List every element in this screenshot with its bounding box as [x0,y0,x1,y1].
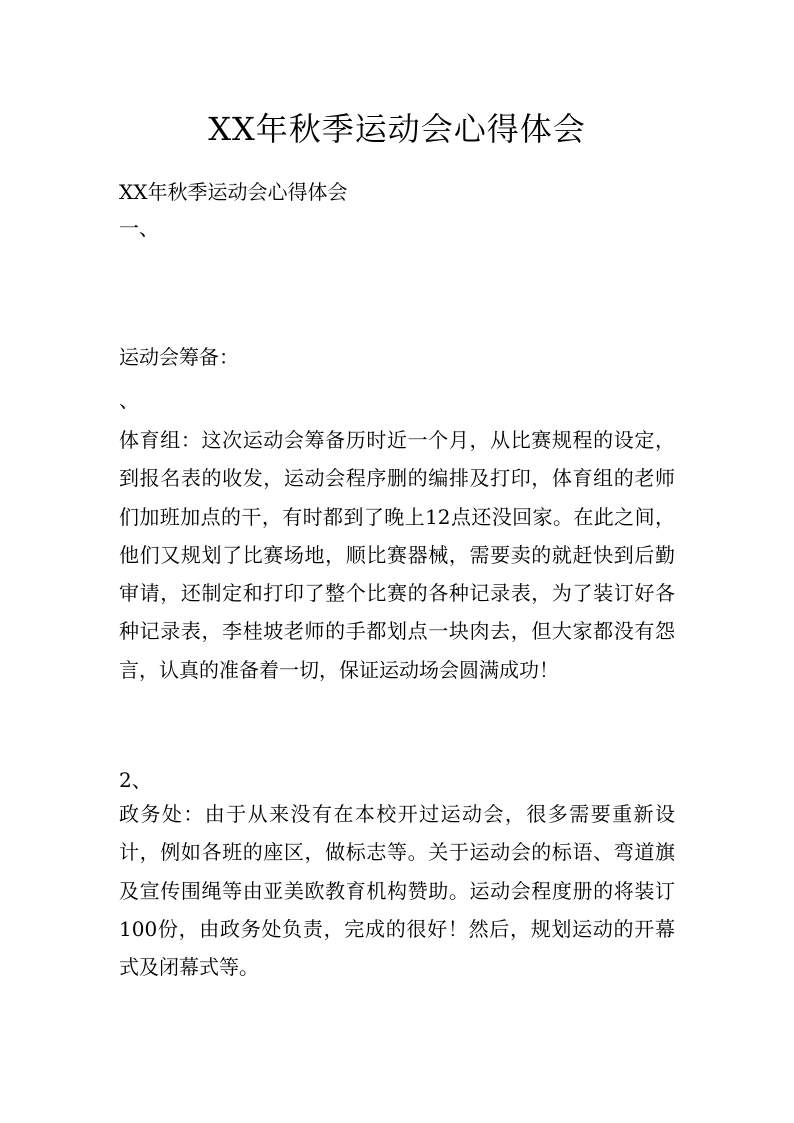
item-marker-1: 、 [119,388,139,412]
document-subtitle: XX年秋季运动会心得体会 [119,180,348,204]
preparation-heading: 运动会筹备： [119,345,239,369]
document-title: XX年秋季运动会心得体会 [208,110,586,148]
paragraph-sports-group: 体育组：这次运动会筹备历时近一个月，从比赛规程的设定，到报名表的收发，运动会程序删的编排及打印，体育组的老师们加班加点的干，有时都到了晚上12点还没回家。在此之间，他们又规划了比赛场地，顺比赛器械，需要卖的就赶快到后勤审请，还制定和打印了整个比赛的各种记录表，为了装订好各种记录表，李桂坡老师的手都划点一块肉去，但大家都没有怨言，认真的准备着一切，保证运动场会圆满成功！ [119,428,675,682]
paragraph-administration: 政务处：由于从来没有在本校开过运动会，很多需要重新设计，例如各班的座区，做标志等。关于运动会的标语、弯道旗及宣传围绳等由亚美欧教育机构赞助。运动会程度册的将装订100份，由政务处负责，完成的很好！然后，规划运动的开幕式及闭幕式等。 [119,802,675,980]
item-marker-2: 2、 [119,768,152,792]
section-number-one: 一、 [119,216,159,240]
